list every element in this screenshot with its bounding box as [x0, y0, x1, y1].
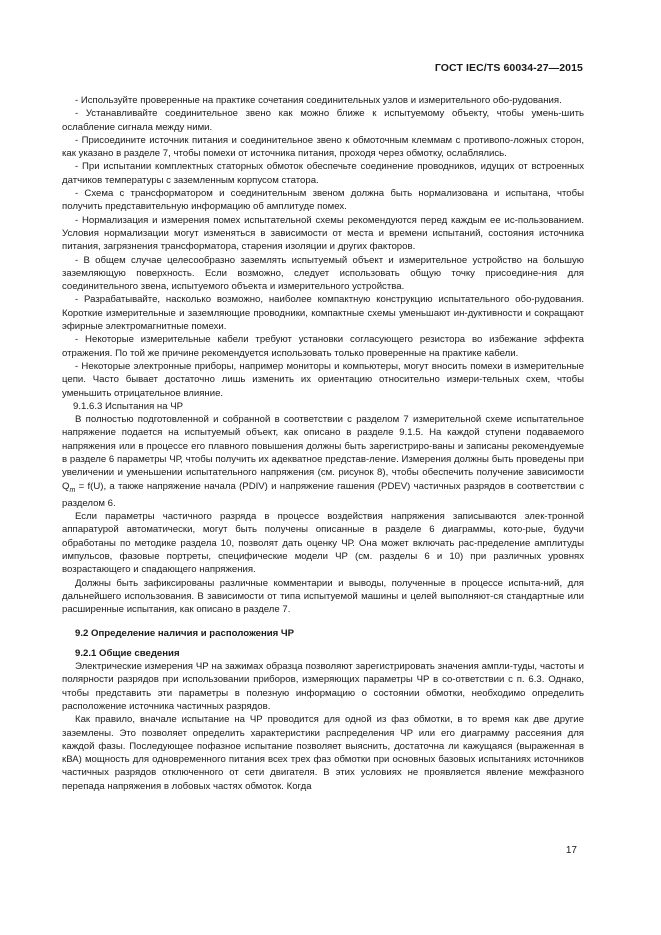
page-number: 17: [565, 845, 577, 856]
paragraph: Если параметры частичного разряда в процессе воздействия напряжения записываются элек-тронной аппаратурой автоматически, могут быть получены описанные в разделе 6 диаграммы, кото-рые, будучи обработаны по методике раздела 10, позволят дать оценку ЧР. Она может включать рас-пределение амплитуды импульсов, фазовые портреты, специфические модели ЧР (см. разделы 6 и 10) при различных уровнях возрастающего и спадающего напряжения.: [62, 511, 584, 576]
subsection-heading-9163: 9.1.6.3 Испытания на ЧР: [73, 400, 184, 412]
paragraph: Как правило, вначале испытание на ЧР проводится для одной из фаз обмотки, в то время как две другие заземлены. Это позволяет определить характеристики распределения ЧР или его диаграмму рассеяния для каждой фазы. Последующее пофазное испытание позволяет выяснить, достаточна ли кажущаяся (выраженная в кВА) мощность для одновременного питания всех трех фаз обмотки при основных базовых испытаниях источников частичных разрядов отключенного от сети двигателя. В этих условиях не проявляется явление межфазного перепада напряжения в лобовых частях обмоток. Когда: [62, 714, 584, 792]
paragraph: Должны быть зафиксированы различные комментарии и выводы, полученные в процессе испыта-ний, для дальнейшего использования. В зависимости от типа испытуемой машины и целей выполняют-ся стандартные или расширенные испытания, как описано в разделе 7.: [62, 577, 584, 616]
paragraph: В полностью подготовленной и собранной в соответствии с разделом 7 измерительной схеме испытательное напряжение подается на испытуемый объект, как описано в разделе 9.1.5. На каждой ступени подаваемого напряжения или в процессе его плавного повышения должны быть зарегистриро-ваны и записаны рекомендуемые в разделе 6 параметры ЧР, чтобы получить их адекватное представ-ление. Измерения должны быть проведены при увеличении и уменьшении испытательного напряжения (см. рисунок 8), чтобы обеспечить получение зависимости $Q_m = f(U)$, а также напряжение начала (PDIV) и напряжение гашения (PDEV) частичных разрядов в соответствии с разделом 6.: [62, 414, 584, 509]
bullet-paragraph: - Присоедините источник питания и соединительное звено к обмоточным клеммам с противопо-ложных сторон, как указано в разделе 7, чтобы помехи от источника питания, проходя через обмотку, ослаблялись.: [62, 134, 584, 160]
bullet-paragraph: - Нормализация и измерения помех испытательной схемы рекомендуются перед каждым ее ис-пользованием. Условия нормализации могут изменяться в зависимости от места и времени испытаний, состояния источника питания, загрязнения трансформатора, старения изоляции и других факторов.: [62, 214, 584, 253]
bullet-paragraph: - Устанавливайте соединительное звено как можно ближе к испытуемому объекту, чтобы умень-шить ослабление сигнала между ними.: [62, 108, 584, 133]
page-body: [62, 94, 584, 793]
subsection-heading-921: 9.2.1 Общие сведения: [75, 647, 180, 659]
bullet-paragraph: - При испытании комплектных статорных обмоток обеспечьте соединение проводников, идущих от встроенных датчиков температуры с заземленным корпусом статора.: [62, 161, 584, 186]
bullet-paragraph: - Некоторые измерительные кабели требуют установки согласующего резистора во избежание эффекта отражения. По той же причине рекомендуется использовать только проверенные на практике кабели.: [62, 334, 584, 359]
bullet-paragraph: - Некоторые электронные приборы, например мониторы и компьютеры, могут вносить помехи в измерительные цепи. Часто бывает достаточно лишь изменить их ориентацию относительно измери-тельных схем, чтобы уменьшить отрицательное влияние.: [62, 360, 584, 399]
bullet-paragraph: - Разрабатывайте, насколько возможно, наиболее компактную конструкцию испытательного обо-рудования. Короткие измерительные и заземляющие проводники, компактные схемы уменьшают ин-дуктивности и сокращают эфирные электромагнитные помехи.: [62, 294, 584, 333]
document-code: ГОСТ IEC/TS 60034-27—2015: [434, 62, 583, 74]
bullet-paragraph: - В общем случае целесообразно заземлять испытуемый объект и измерительное устройство на большую заземляющую поверхность. Если возможно, следует использовать общую точку присоедине-ния для соединительного звена, испытуемого объекта и измерительного устройства.: [62, 254, 584, 293]
bullet-paragraph: - Используйте проверенные на практике сочетания соединительных узлов и измерительного обо-рудования.: [75, 95, 562, 106]
bullet-paragraph: - Схема с трансформатором и соединительным звеном должна быть нормализована и испытана, чтобы получить представительную информацию об амплитуде помех.: [62, 188, 584, 213]
paragraph: Электрические измерения ЧР на зажимах образца позволяют зарегистрировать значения ампли-туды, частоты и полярности разрядов при использовании приборов, измеряющих параметры ЧР в со-ответствии с п. 6.3. Однако, чтобы представить эти параметры в полезную информацию о состоянии обмотки, необходимо определить расположение источника частичных разрядов.: [62, 661, 584, 712]
section-heading-92: 9.2 Определение наличия и расположения ЧР: [75, 628, 295, 640]
